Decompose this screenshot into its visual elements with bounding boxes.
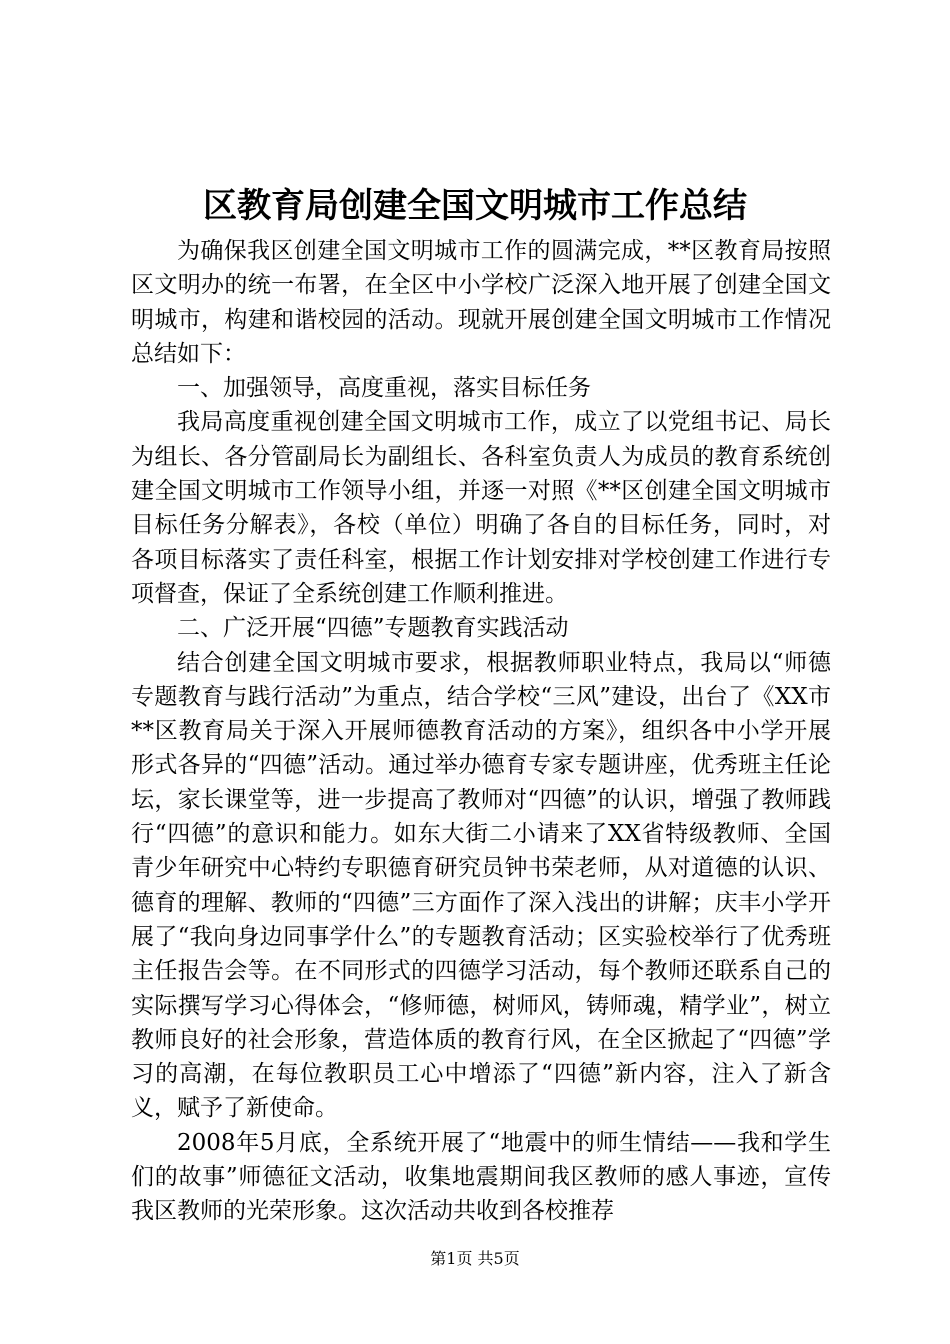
section-heading-2: 二、广泛开展“四德”专题教育实践活动 — [177, 615, 569, 642]
paragraph-section-2: 结合创建全国文明城市要求，根据教师职业特点，我局以“师德专题教育与践行活动”为重点，结合学校“三风”建设，出台了《XX市**区教育局关于深入开展师德教育活动的方案》，组织各中小学开展形式各异的“四德”活动。通过举办德育专家专题讲座，优秀班主任论坛，家长课堂等，进一步提高了教师对“四德”的认识，增强了教师践行“四德”的意识和能力。如东大街二小请来了XX省特级教师、全国青少年研究中心特约专职德育研究员钟书荣老师，从对道德的认识、德育的理解、教师的“四德”三方面作了深入浅出的讲解；庆丰小学开展了“我向身边同事学什么”的专题教育活动；区实验校举行了优秀班主任报告会等。在不同形式的四德学习活动，每个教师还联系自己的实际撰写学习心得体会，“修师德，树师风，铸师魂，精学业”，树立教师良好的社会形象，营造体质的教育行风，在全区掀起了“四德”学习的高潮，在每位教职员工心中增添了“四德”新内容，注入了新含义，赋予了新使命。 — [131, 649, 831, 1122]
paragraph-intro: 为确保我区创建全国文明城市工作的圆满完成，**区教育局按照区文明办的统一布署，在全区中小学校广泛深入地开展了创建全国文明城市，构建和谐校园的活动。现就开展创建全国文明城市工作情况总结如下： — [131, 238, 831, 367]
paragraph-essay-activity: 2008年5月底，全系统开展了“地震中的师生情结——我和学生们的故事”师德征文活动，收集地震期间我区教师的感人事迹，宣传我区教师的光荣形象。这次活动共收到各校推荐 — [131, 1129, 831, 1225]
page-number-footer: 第1页 共5页 — [430, 1249, 520, 1268]
paragraph-section-1: 我局高度重视创建全国文明城市工作，成立了以党组书记、局长为组长、各分管副局长为副组长、各科室负责人为成员的教育系统创建全国文明城市工作领导小组，并逐一对照《**区创建全国文明城市目标任务分解表》，各校（单位）明确了各自的目标任务，同时，对各项目标落实了责任科室，根据工作计划安排对学校创建工作进行专项督查，保证了全系统创建工作顺利推进。 — [131, 409, 831, 607]
section-heading-1: 一、加强领导，高度重视，落实目标任务 — [177, 375, 591, 402]
document-body — [131, 234, 831, 1229]
document-title: 区教育局创建全国文明城市工作总结 — [203, 186, 747, 226]
